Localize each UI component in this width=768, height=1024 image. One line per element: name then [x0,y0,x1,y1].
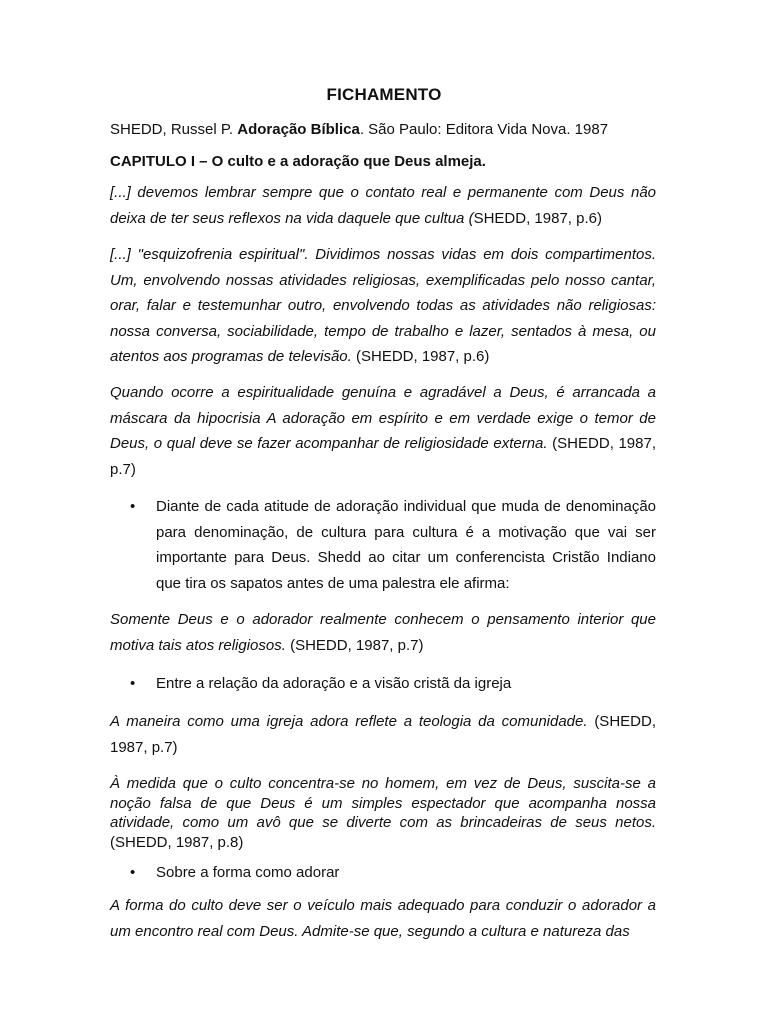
bullet-item [130,494,656,596]
bullet-icon: • [130,498,136,515]
reference-publisher: . São Paulo: Editora Vida Nova. 1987 [359,121,609,138]
quote-paragraph [110,242,656,370]
bullet-text: Diante de cada atitude de adoração individual que muda de denominação para denominação, de cultura para cultura é a motivação que vai ser importante para Deus. Shedd ao citar um conferencista Cristão Indiano que tira os sapatos antes de uma palestra ele afirma: [156,498,656,592]
citation: SHEDD, 1987, p.6) [473,209,602,227]
citation: (SHEDD, 1987, p.7) [110,435,657,478]
quote-paragraph [110,774,656,852]
quote-paragraph [110,893,656,944]
citation: (SHEDD, 1987, p.8) [110,833,244,851]
bibliographic-reference [110,121,656,138]
reference-book-title: Adoração Bíblica [237,121,360,138]
bullet-item [130,860,656,886]
quote-text: [...] "esquizofrenia espiritual". Dividimos nossas vidas em dois compartimentos. Um, envolvendo nossas atividades religiosas, exemplificadas pelo nosso cantar, orar, falar e testemunhar outro, envolvendo todas as atividades não religiosas: nossa conversa, sociabilidade, tempo de trabalho e lazer, sentados à mesa, ou atentos aos programas de televisão. [110,246,656,365]
citation: (SHEDD, 1987, p.7) [285,636,424,654]
bullet-icon: • [130,864,136,881]
quote-text: A forma do culto deve ser o veículo mais adequado para conduzir o adorador a um encontro real com Deus. Admite-se que, segundo a cultura e natureza das [110,897,656,940]
bullet-item [130,671,656,697]
quote-text: Quando ocorre a espiritualidade genuína e agradável a Deus, é arrancada a máscara da hipocrisia A adoração em espírito e em verdade exige o temor de Deus, o qual deve se fazer acompanhar de religiosidade externa. [110,384,656,452]
quote-text: Somente Deus e o adorador realmente conhecem o pensamento interior que motiva tais atos religiosos. [110,611,656,654]
quote-text: À medida que o culto concentra-se no homem, em vez de Deus, suscita-se a noção falsa de que Deus é um simples espectador que acompanha nossa atividade, como um avô que se diverte com as brincadeiras de seus netos. [110,775,656,831]
bullet-icon: • [130,675,136,692]
quote-paragraph [110,607,656,658]
bullet-text: Entre a relação da adoração e a visão cristã da igreja [156,675,512,692]
page-title: FICHAMENTO [326,85,442,104]
quote-text: A maneira como uma igreja adora reflete a teologia da comunidade. [110,713,588,730]
quote-text: [...] devemos lembrar sempre que o contato real e permanente com Deus não deixa de ter seus reflexos na vida daquele que cultua ( [110,184,656,227]
chapter-heading: CAPITULO I – O culto e a adoração que Deus almeja. [110,153,486,170]
quote-paragraph [110,709,656,760]
reference-authors: SHEDD, Russel P. [110,121,238,138]
bullet-text: Sobre a forma como adorar [156,864,340,881]
quote-paragraph [110,380,656,482]
quote-paragraph [110,180,656,231]
citation: (SHEDD, 1987, p.6) [351,348,490,365]
citation: (SHEDD, 1987, p.7) [110,713,656,756]
